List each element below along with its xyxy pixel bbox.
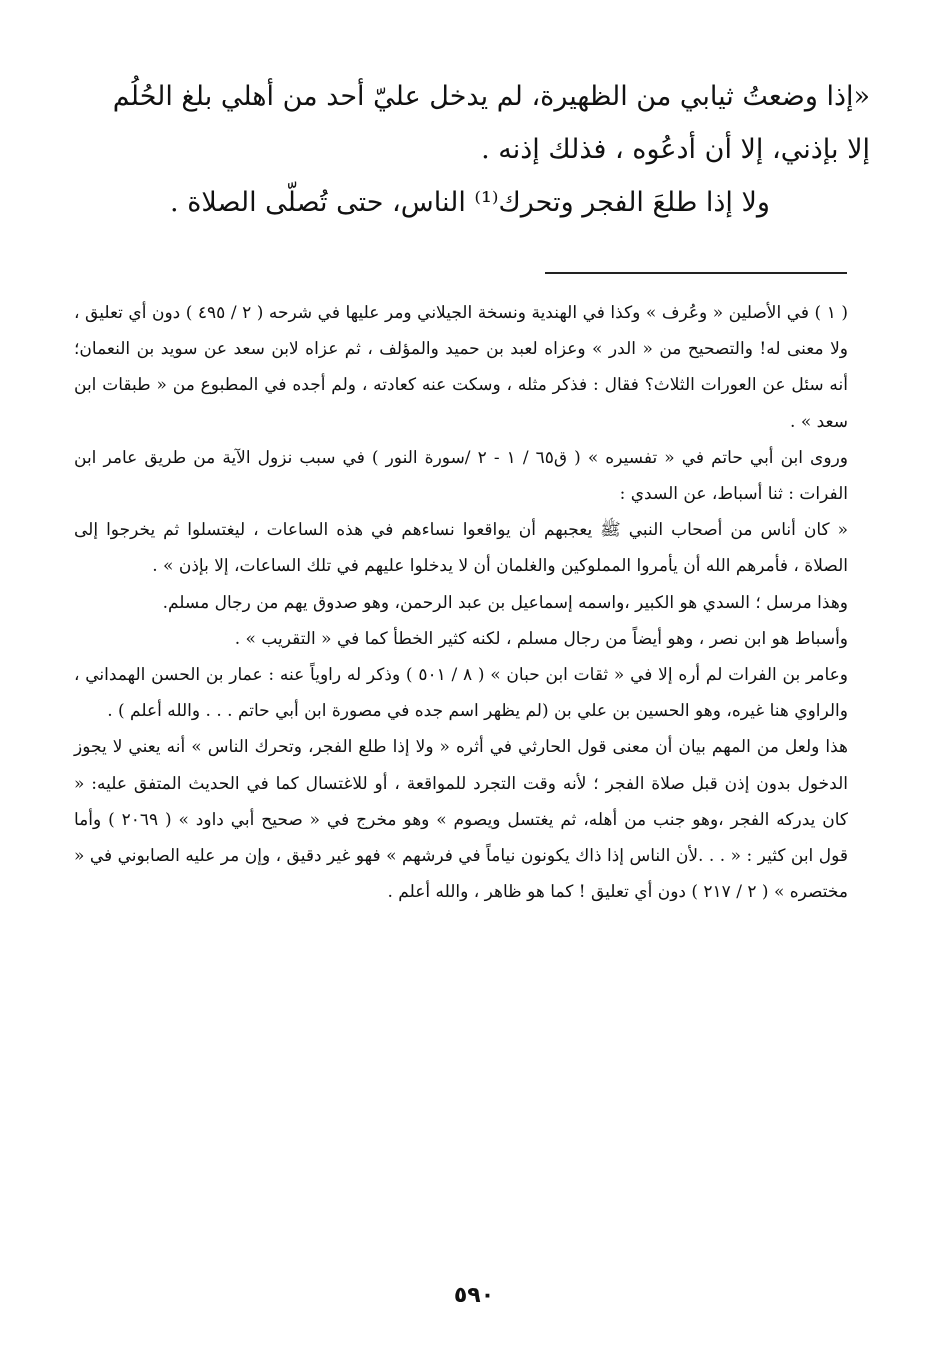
main-text-line-2: إلا بإذني، إلا أن أدعُوه ، فذلك إذنه . (481, 134, 870, 165)
footnotes-block (74, 295, 848, 910)
footnote-paragraph-3: « كان أناس من أصحاب النبي ﷺ يعجبهم أن يواقعوا نساءهم في هذه الساعات ، ليغتسلوا ثم يخرجوا إلى الصلاة ، فأمرهم الله أن يأمروا المملوكين والغلمان أن لا يدخلوا عليهم في تلك الساعات، إلا بإذن » . (74, 520, 848, 577)
main-text-line-3: ولا إذا طلعَ الفجر وتحرك⁽¹⁾ الناس، حتى تُصلّى الصلاة . (170, 187, 770, 218)
footnote-paragraph-4: وهذا مرسل ؛ السدي هو الكبير ،واسمه إسماعيل بن عبد الرحمن، وهو صدوق يهم من رجال مسلم. (162, 592, 848, 613)
main-text-block (70, 70, 870, 229)
footnote-paragraph-1: ( ١ ) في الأصلين « وعُرف » وكذا في الهندية ونسخة الجيلاني ومر عليها في شرحه ( ٢ / ٤٩٥ ) دون أي تعليق ، ولا معنى له! والتصحيح من « الدر » وعزاه لعبد بن حميد والمؤلف ، ثم عزاه لابن سعد عن سويد بن النعمان؛ أنه سئل عن العورات الثلاث؟ فقال : فذكر مثله ، وسكت عنه كعادته ، ولم أجده في المطبوع من « طبقات ابن سعد » . (74, 303, 848, 432)
page-number: ٥٩٠ (453, 1283, 495, 1308)
footnote-paragraph-7: هذا ولعل من المهم بيان أن معنى قول الحارثي في أثره « ولا إذا طلع الفجر، وتحرك الناس » أنه يعني لا يجوز الدخول بدون إذن قبل صلاة الفجر ؛ لأنه وقت التجرد للمواقعة ، أو للاغتسال كما في الحديث المتفق عليه: « كان يدركه الفجر ،وهو جنب من أهله، ثم يغتسل ويصوم » وهو مخرج في « صحيح أبي داود » ( ٢٠٦٩ ) وأما قول ابن كثير : « . . .لأن الناس إذا ذاك يكونون نياماً في فرشهم » فهو غير دقيق ، وإن مر عليه الصابوني في « مختصره » ( ٢ / ٢١٧ ) دون أي تعليق ! كما هو ظاهر ، والله أعلم . (74, 737, 848, 903)
footnote-paragraph-6: وعامر بن الفرات لم أره إلا في « ثقات ابن حبان » ( ٨ / ٥٠١ ) وذكر له راوياً عنه : عمار بن الحسن الهمداني ، والراوي هنا غيره، وهو الحسين بن علي بن (لم يظهر اسم جده في مصورة ابن أبي حاتم . . . والله أعلم ) . (74, 665, 848, 722)
main-text-line-1: «إذا وضعتُ ثيابي من الظهيرة، لم يدخل عليّ أحد من أهلي بلغ الحُلُم (112, 81, 870, 112)
footnote-separator (545, 272, 847, 274)
footnote-paragraph-5: وأسباط هو ابن نصر ، وهو أيضاً من رجال مسلم ، لكنه كثير الخطأ كما في « التقريب » . (234, 628, 848, 649)
footnote-paragraph-2: وروى ابن أبي حاتم في « تفسيره » ( ق٦٥ / ١ - ٢ /سورة النور ) في سبب نزول الآية من طريق عامر ابن الفرات : ثنا أسباط، عن السدي : (74, 447, 848, 505)
